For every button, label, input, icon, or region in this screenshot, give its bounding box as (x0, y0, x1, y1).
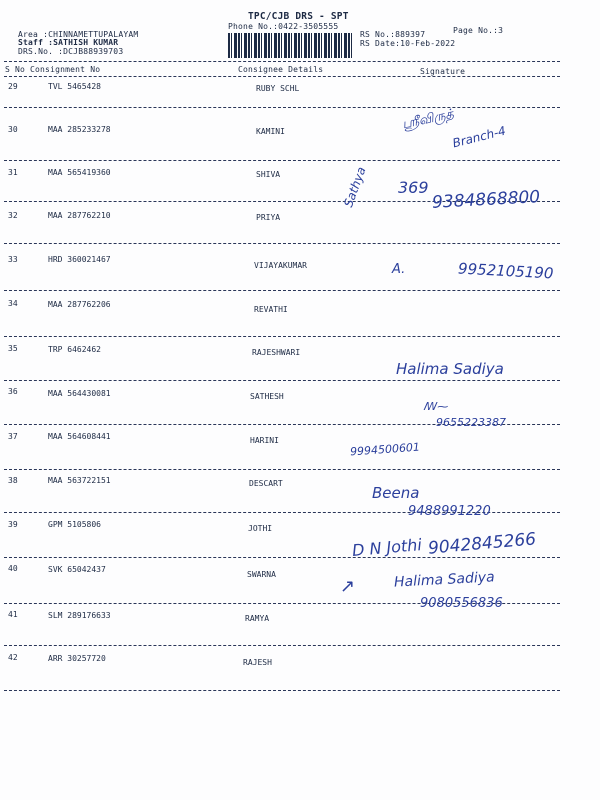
signature-name: Halima Sadiya (393, 569, 496, 591)
row-divider (4, 645, 560, 646)
column-header-signature: Signature (420, 67, 466, 76)
handwritten-phone: 9042845266 (427, 529, 537, 559)
signature-name: D N Jothi (351, 534, 423, 561)
phone-number: Phone No.:0422-3505555 (228, 22, 339, 31)
header-divider (4, 61, 560, 62)
row-consignee: RAJESHWARI (252, 348, 301, 357)
handwritten-note: A. (392, 262, 406, 277)
row-consignment: MAA 564608441 (48, 432, 111, 441)
row-sno: 29 (8, 82, 18, 91)
row-consignee: RAMYA (245, 614, 270, 623)
row-consignment: MAA 285233278 (48, 125, 111, 134)
row-sno: 30 (8, 125, 18, 134)
row-consignee: PRIYA (256, 213, 281, 222)
row-divider (4, 243, 560, 244)
column-header-consignee: Consignee Details (238, 65, 324, 74)
signature-scribble: ஸ்ரீவிருத் (400, 106, 456, 133)
rs-number: RS No.:889397 (360, 30, 426, 39)
handwritten-phone: 9655223387 (436, 416, 506, 429)
handwritten-phone: 9384868800 (431, 187, 541, 213)
staff-label: Staff :SATHISH KUMAR (18, 38, 119, 47)
handwritten-phone: 9952105190 (457, 259, 554, 283)
row-consignment: MAA 565419360 (48, 168, 111, 177)
row-sno: 40 (8, 564, 18, 573)
row-consignment: TRP 6462462 (48, 345, 101, 354)
handwritten-note: Branch-4 (451, 123, 508, 151)
row-consignee: HARINI (250, 436, 279, 445)
row-sno: 36 (8, 387, 18, 396)
signature-name: Beena (372, 484, 420, 502)
row-consignment: MAA 563722151 (48, 476, 111, 485)
header-divider (4, 76, 560, 77)
row-consignee: RAJESH (243, 658, 272, 667)
row-consignee: SATHESH (250, 392, 284, 401)
page-number: Page No.:3 (453, 26, 504, 35)
row-consignment: SVK 65042437 (48, 565, 106, 574)
row-divider (4, 557, 560, 558)
handwritten-note: 369 (398, 178, 429, 197)
row-sno: 39 (8, 520, 18, 529)
row-consignment: MAA 287762206 (48, 300, 111, 309)
row-consignee: REVATHI (254, 305, 288, 314)
handwritten-phone: 9994500601 (349, 440, 421, 459)
row-sno: 41 (8, 610, 18, 619)
row-divider (4, 107, 560, 108)
row-sno: 37 (8, 432, 18, 441)
row-sno: 42 (8, 653, 18, 662)
sheet-title: TPC/CJB DRS - SPT (248, 11, 349, 22)
handwritten-note: Sathya (341, 164, 369, 210)
row-sno: 32 (8, 211, 18, 220)
column-header-sno: S No (5, 65, 26, 74)
row-consignment: MAA 564430081 (48, 389, 111, 398)
row-sno: 33 (8, 255, 18, 264)
row-consignee: SHIVA (256, 170, 281, 179)
row-consignment: HRD 360021467 (48, 255, 111, 264)
drs-number: DRS.No. :DCJB88939703 (18, 47, 124, 56)
row-divider (4, 380, 560, 381)
row-consignment: MAA 287762210 (48, 211, 111, 220)
row-consignee: KAMINI (256, 127, 285, 136)
row-divider (4, 469, 560, 470)
column-header-consignment: Consignment No (30, 65, 101, 74)
handwritten-phone: 9080556836 (420, 596, 503, 611)
row-consignment: GPM 5105806 (48, 520, 101, 529)
row-consignment: TVL 5465428 (48, 82, 101, 91)
row-divider (4, 160, 560, 161)
row-sno: 38 (8, 476, 18, 485)
signature-name: Halima Sadiya (396, 360, 504, 378)
row-divider (4, 290, 560, 291)
row-consignee: SWARNA (247, 570, 276, 579)
row-divider (4, 690, 560, 691)
signature-scribble: ꟿ⁓ (424, 400, 449, 413)
row-sno: 34 (8, 299, 18, 308)
rs-date: RS Date:10-Feb-2022 (360, 39, 456, 48)
row-divider (4, 336, 560, 337)
handwritten-phone: 9488991220 (408, 504, 491, 519)
signature-mark: ↗ (340, 576, 356, 597)
row-sno: 31 (8, 168, 18, 177)
row-consignee: DESCART (249, 479, 283, 488)
row-consignee: VIJAYAKUMAR (254, 261, 307, 270)
area-label: Area :CHINNAMETTUPALAYAM (18, 30, 139, 39)
barcode-image (228, 33, 352, 58)
row-sno: 35 (8, 344, 18, 353)
row-consignee: RUBY SCHL (256, 84, 300, 93)
row-consignment: ARR 30257720 (48, 654, 106, 663)
row-consignment: SLM 289176633 (48, 611, 111, 620)
row-consignee: JOTHI (248, 524, 273, 533)
